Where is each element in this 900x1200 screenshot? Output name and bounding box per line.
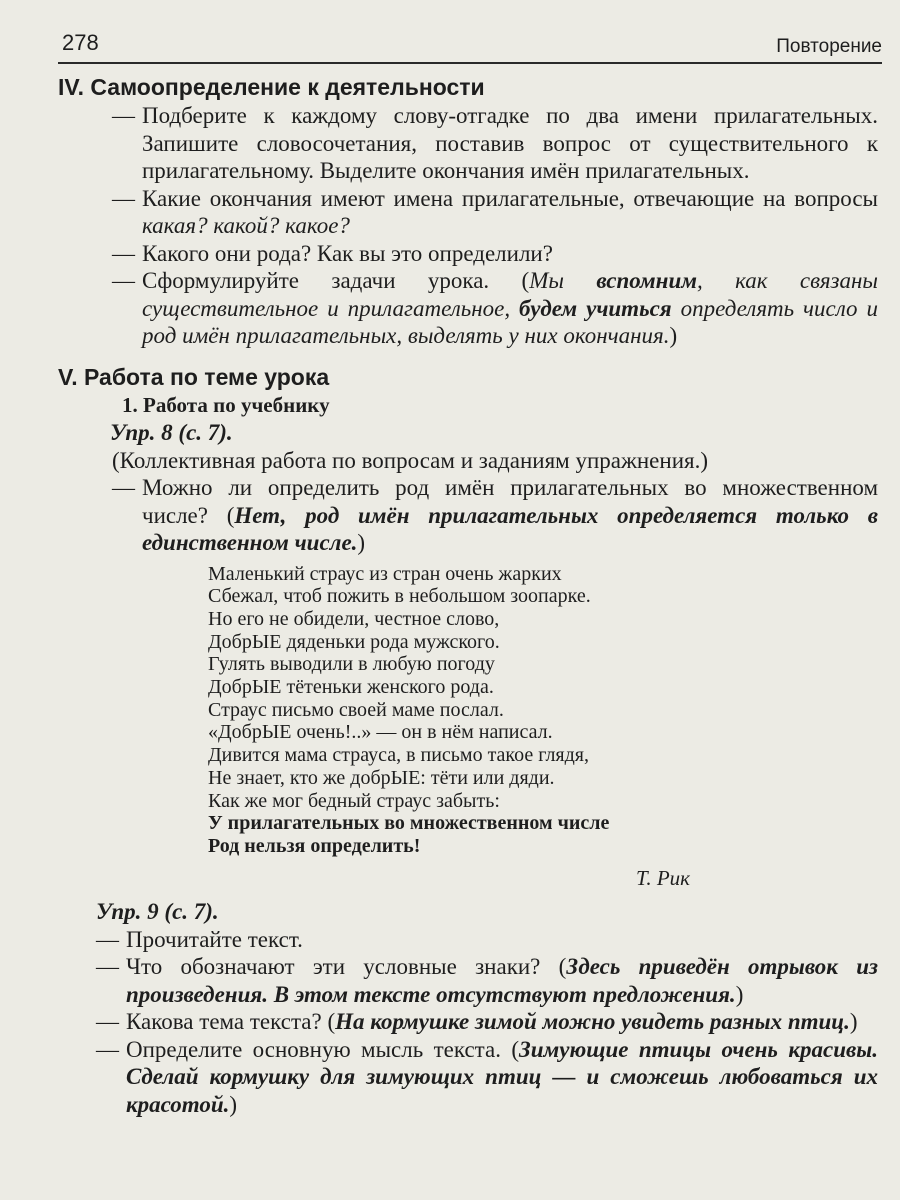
- poem-line: ДобрЫЕ тётеньки женского рода.: [208, 676, 494, 699]
- poem-line: Гулять выводили в любую погоду: [208, 653, 495, 676]
- dash: —: [96, 926, 119, 952]
- question-text: Какого они рода? Как вы это определили?: [142, 240, 553, 266]
- dash: —: [112, 185, 135, 211]
- exercise-9-block: [58, 898, 878, 1119]
- poem-line-bold: Род нельзя определить!: [208, 834, 421, 857]
- question-text: Какие окончания имеют имена прилагательные, отвечающие на вопросы: [142, 185, 878, 211]
- question-item: [58, 267, 878, 350]
- answer-bold: вспомним: [596, 268, 697, 293]
- question-text: Подберите к каждому слову-отгадке по два имени прилагательных. Запишите словосочетания, поставив вопрос от существительного к прилагательному. Выделите окончания имён прилагательных.: [142, 103, 878, 183]
- poem-line: Сбежал, чтоб пожить в небольшом зоопарке.: [208, 585, 591, 608]
- poem: [208, 563, 878, 858]
- instruction-text: (Коллективная работа по вопросам и заданиям упражнения.): [112, 447, 708, 473]
- question-text: Сформулируйте задачи урока. (: [142, 268, 530, 293]
- exercise-title: Упр. 8 (с. 7).: [110, 419, 233, 445]
- question-text: Определите основную мысль текста. (: [126, 1036, 520, 1062]
- poem-author: Т. Рик: [636, 865, 691, 890]
- question-item: [58, 1036, 878, 1119]
- question-item: [58, 240, 878, 268]
- dash: —: [112, 103, 135, 128]
- poem-line: Дивится мама страуса, в письмо такое глядя,: [208, 744, 589, 767]
- poem-line: Страус письмо своей маме послал.: [208, 698, 504, 721]
- poem-line: ДобрЫЕ дяденьки рода мужского.: [208, 630, 500, 653]
- closing-paren: ): [357, 530, 366, 555]
- question-item: [58, 926, 878, 954]
- poem-line-bold: У прилагательных во множественном числе: [208, 812, 610, 835]
- question-text: Прочитайте текст.: [126, 926, 303, 952]
- section-heading-iv: IV. Самоопределение к деятельности: [58, 74, 485, 100]
- page-header: [58, 30, 882, 64]
- question-item: [58, 474, 878, 557]
- closing-paren: ): [735, 981, 744, 1007]
- poem-line: Не знает, кто же добрЫЕ: тёти или дяди.: [208, 766, 555, 789]
- page-content: [58, 72, 878, 1118]
- poem-line: «ДобрЫЕ очень!..» — он в нём написал.: [208, 721, 553, 744]
- answer-text: Зимующие птицы очень красивы. Сделай кормушку для зимующих птиц — и сможешь любоваться их красотой.: [126, 1036, 878, 1117]
- answer-text: Здесь приведён отрывок из произведения. В этом тексте отсутствуют предложения.: [126, 954, 878, 1007]
- exercise-title: Упр. 9 (с. 7).: [96, 898, 219, 924]
- running-title: Повторение: [776, 36, 882, 57]
- answer-text: Нет, род имён прилагательных определяется только в единственном числе.: [142, 502, 878, 555]
- question-text: Что обозначают эти условные знаки? (: [126, 954, 567, 980]
- closing-paren: ): [669, 323, 678, 348]
- question-item: [58, 102, 878, 185]
- question-item: [58, 1008, 878, 1036]
- closing-paren: ): [849, 1009, 858, 1035]
- question-item: [58, 185, 878, 240]
- dash: —: [112, 268, 135, 293]
- answer-text: Мы: [529, 268, 597, 293]
- section-heading-v: V. Работа по теме урока: [58, 363, 330, 390]
- poem-line: Маленький страус из стран очень жарких: [208, 562, 562, 585]
- dash: —: [96, 954, 119, 980]
- question-text: Можно ли определить род имён прилагательных во множественном числе? (: [142, 475, 878, 528]
- dash: —: [96, 1009, 119, 1035]
- question-item: [58, 953, 878, 1008]
- closing-paren: ): [229, 1091, 238, 1117]
- answer-text: определять число и род имён прилагательных, выделять у них окончания.: [142, 295, 878, 348]
- question-text: Какова тема текста? (: [126, 1009, 336, 1035]
- answer-bold: будем учиться: [519, 295, 672, 321]
- dash: —: [112, 240, 135, 266]
- page-number: 278: [62, 30, 99, 55]
- poem-line: Но его не обидели, честное слово,: [208, 607, 500, 630]
- poem-line: Как же мог бедный страус забыть:: [208, 789, 500, 812]
- dash: —: [112, 475, 135, 500]
- answer-text: На кормушке зимой можно увидеть разных птиц.: [335, 1009, 850, 1035]
- question-italic: какая? какой? какое?: [142, 213, 350, 238]
- sub-heading: 1. Работа по учебнику: [122, 392, 330, 417]
- dash: —: [96, 1036, 119, 1062]
- answer-text: , как связаны существительное и прилагательное,: [142, 268, 878, 321]
